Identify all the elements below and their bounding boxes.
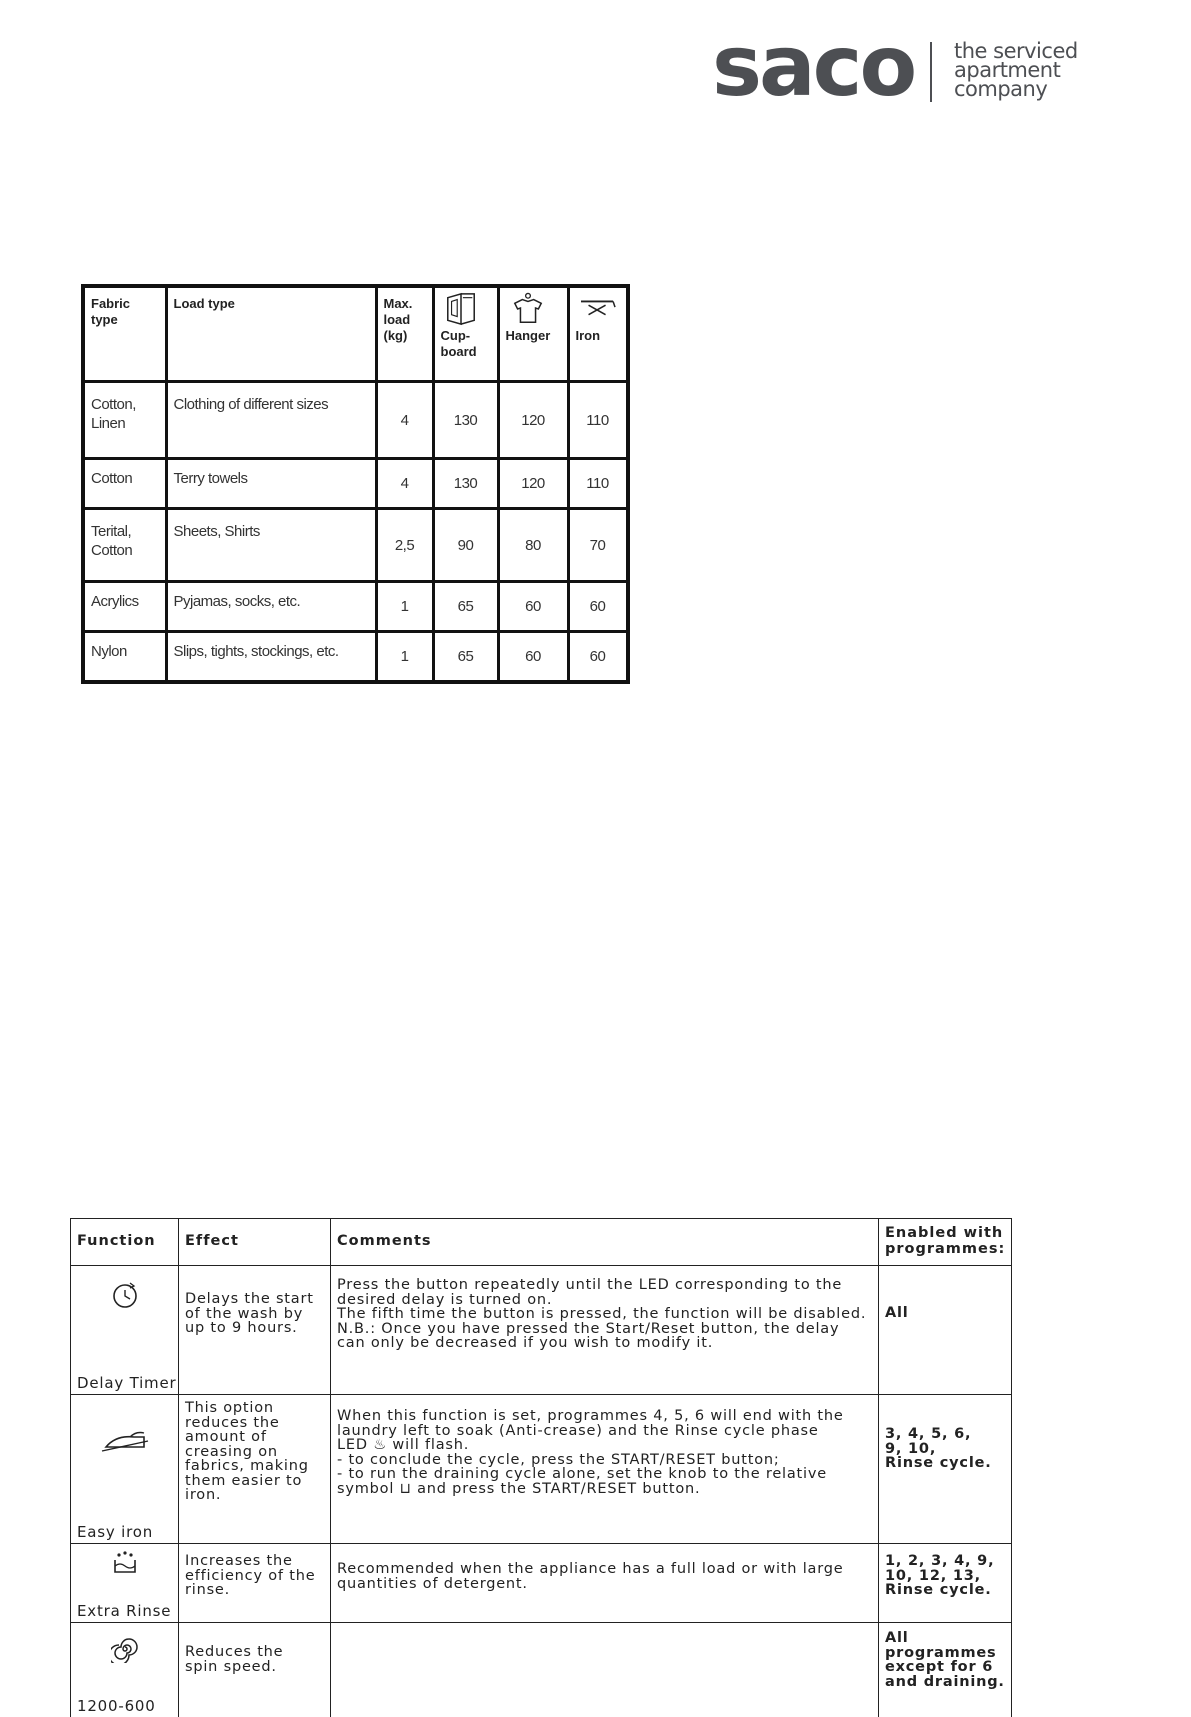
header-function: Function [71, 1219, 179, 1266]
cupboard-icon [441, 292, 481, 326]
company-logo [712, 38, 1092, 108]
table-row [83, 382, 628, 459]
function-cell [71, 1395, 179, 1544]
max-load-cell: 1 [376, 582, 433, 632]
hanger-cell: 60 [498, 582, 568, 632]
cupboard-cell: 65 [433, 632, 498, 683]
comments-cell: When this function is set, programmes 4, 5, 6 will end with the laundry left to soak (Anti-crease) and the Rinse cycle phase LED ♨ will flash. - to conclude the cycle, press the START/RESET button; - to run the draining cycle alone, set the knob to the relative symbol ⊔ and press the START/RESET button. [331, 1395, 879, 1544]
fabric-cell: Nylon [83, 632, 166, 683]
header-load-type: Load type [166, 286, 376, 382]
header-iron: Iron [568, 286, 628, 382]
hanger-cell: 60 [498, 632, 568, 683]
header-max-load: Max. load (kg) [376, 286, 433, 382]
function-row-extra-rinse [71, 1544, 1012, 1623]
effect-cell: Reduces the spin speed. [179, 1623, 331, 1717]
load-cell: Slips, tights, stockings, etc. [166, 632, 376, 683]
iron-cell: 70 [568, 509, 628, 582]
functions-header-row [71, 1219, 1012, 1266]
header-comments: Comments [331, 1219, 879, 1266]
function-cell [71, 1266, 179, 1395]
function-name: Delay Timer [77, 1376, 176, 1391]
logo-tagline: the serviced apartment company [954, 42, 1078, 99]
functions-table [70, 1218, 1012, 1717]
fabric-cell: Acrylics [83, 582, 166, 632]
function-name: Extra Rinse [77, 1604, 171, 1619]
effect-cell: Delays the start of the wash by up to 9 hours. [179, 1266, 331, 1395]
logo-divider [930, 42, 932, 102]
iron-cell: 60 [568, 632, 628, 683]
function-row-spin-speed [71, 1623, 1012, 1717]
easy-iron-icon [71, 1429, 178, 1463]
cupboard-cell: 65 [433, 582, 498, 632]
max-load-cell: 2,5 [376, 509, 433, 582]
load-cell: Sheets, Shirts [166, 509, 376, 582]
function-cell [71, 1544, 179, 1623]
comments-cell [331, 1623, 879, 1717]
enabled-cell: All programmes except for 6 and draining. [879, 1623, 1012, 1717]
enabled-cell: 3, 4, 5, 6, 9, 10, Rinse cycle. [879, 1395, 1012, 1544]
load-cell: Terry towels [166, 459, 376, 509]
effect-cell: This option reduces the amount of creasing on fabrics, making them easier to iron. [179, 1395, 331, 1544]
header-effect: Effect [179, 1219, 331, 1266]
max-load-cell: 4 [376, 459, 433, 509]
iron-cell: 110 [568, 459, 628, 509]
table-row [83, 632, 628, 683]
cupboard-cell: 90 [433, 509, 498, 582]
fabric-cell: Terital, Cotton [83, 509, 166, 582]
hanger-cell: 120 [498, 382, 568, 459]
max-load-cell: 4 [376, 382, 433, 459]
iron-icon [576, 292, 620, 326]
header-cupboard: Cup- board [433, 286, 498, 382]
fabric-cell: Cotton [83, 459, 166, 509]
header-fabric-type: Fabric type [83, 286, 166, 382]
load-cell: Clothing of different sizes [166, 382, 376, 459]
function-cell [71, 1623, 179, 1717]
max-load-cell: 1 [376, 632, 433, 683]
enabled-cell: 1, 2, 3, 4, 9, 10, 12, 13, Rinse cycle. [879, 1544, 1012, 1623]
function-row-easy-iron [71, 1395, 1012, 1544]
table-header-row [83, 286, 628, 382]
drying-times-table [81, 284, 630, 684]
extra-rinse-icon [71, 1550, 178, 1580]
cupboard-cell: 130 [433, 382, 498, 459]
delay-timer-icon [71, 1280, 178, 1314]
table-row [83, 582, 628, 632]
table-row [83, 459, 628, 509]
comments-cell: Press the button repeatedly until the LED corresponding to the desired delay is turned on. The fifth time the button is pressed, the function will be disabled. N.B.: Once you have pressed the Start/Reset button, the delay can only be decreased if you wish to modify it. [331, 1266, 879, 1395]
hanger-cell: 80 [498, 509, 568, 582]
hanger-cell: 120 [498, 459, 568, 509]
iron-cell: 60 [568, 582, 628, 632]
hanger-icon [506, 292, 550, 326]
function-name: 1200-600 [77, 1699, 156, 1714]
function-name: Easy iron [77, 1525, 153, 1540]
header-enabled: Enabled with programmes: [879, 1219, 1012, 1266]
comments-cell: Recommended when the appliance has a full load or with large quantities of detergent. [331, 1544, 879, 1623]
header-hanger: Hanger [498, 286, 568, 382]
logo-wordmark: saco [712, 24, 914, 108]
enabled-cell: All [879, 1266, 1012, 1395]
fabric-cell: Cotton, Linen [83, 382, 166, 459]
load-cell: Pyjamas, socks, etc. [166, 582, 376, 632]
iron-cell: 110 [568, 382, 628, 459]
effect-cell: Increases the efficiency of the rinse. [179, 1544, 331, 1623]
function-row-delay-timer [71, 1266, 1012, 1395]
spin-speed-icon [71, 1635, 178, 1667]
cupboard-cell: 130 [433, 459, 498, 509]
table-row [83, 509, 628, 582]
